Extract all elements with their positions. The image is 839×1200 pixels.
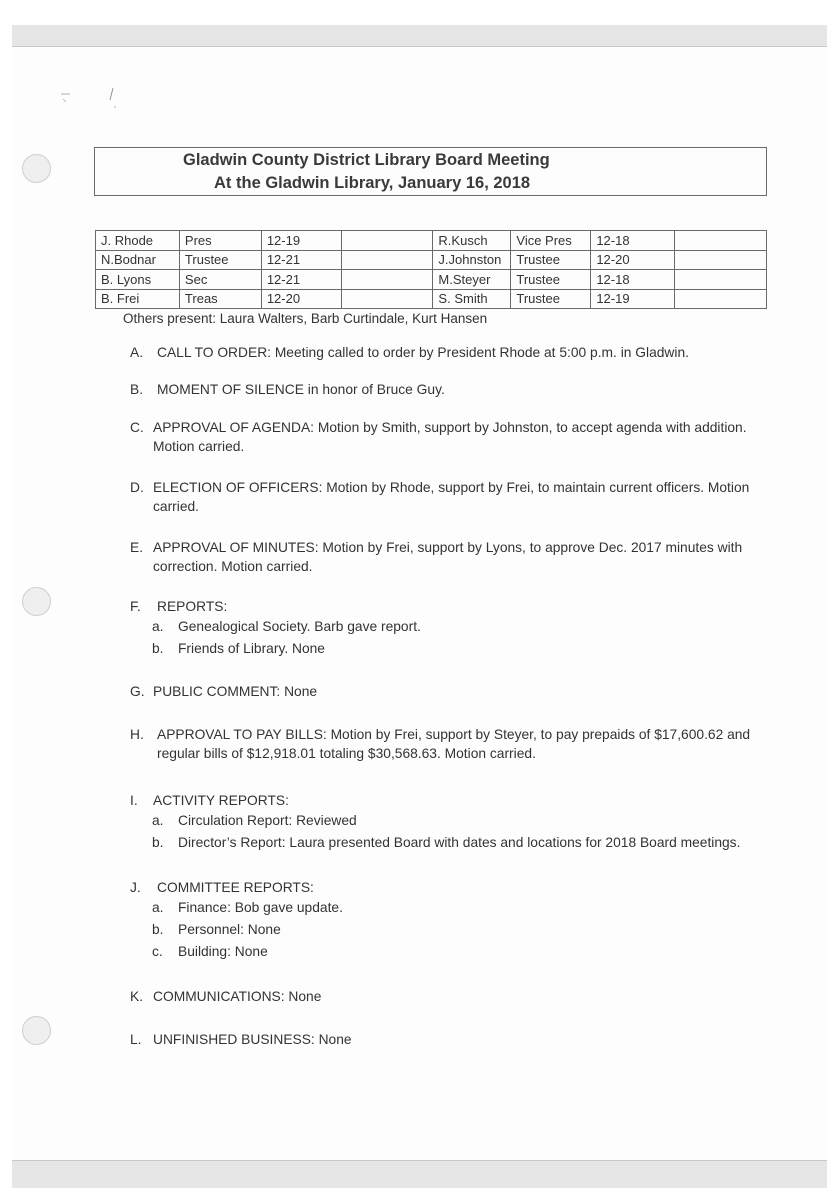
others-present: Others present: Laura Walters, Barb Curtindale, Kurt Hansen: [123, 311, 488, 326]
agenda-item-letter: K.: [130, 989, 144, 1004]
member-term: 12-21: [261, 250, 341, 270]
scan-edge-top: [12, 25, 827, 47]
agenda-subitem: [130, 638, 770, 660]
agenda-item-letter: B.: [130, 382, 144, 397]
agenda-item-letter: E.: [130, 540, 144, 555]
agenda-item: [130, 791, 770, 854]
member-note: [675, 289, 767, 309]
agenda-item-text: APPROVAL OF MINUTES: Motion by Frei, support by Lyons, to approve Dec. 2017 minutes with correction. Motion carried.: [153, 540, 743, 574]
member-note: [675, 250, 767, 270]
agenda-subitem: [130, 616, 770, 638]
agenda-subitem-letter: a.: [152, 813, 164, 828]
member-name: B. Lyons: [96, 270, 180, 290]
agenda-item-text: ACTIVITY REPORTS:: [153, 793, 289, 808]
agenda-subitem-letter: a.: [152, 619, 164, 634]
agenda-subitem-text: Circulation Report: Reviewed: [178, 813, 357, 828]
board-member-row: [96, 231, 767, 251]
document-subtitle: At the Gladwin Library, January 16, 2018: [214, 174, 531, 192]
agenda-subitem-text: Director’s Report: Laura presented Board with dates and locations for 2018 Board meetings.: [178, 835, 741, 850]
agenda-subitem-text: Genealogical Society. Barb gave report.: [178, 619, 421, 634]
agenda-item-letter: F.: [130, 599, 141, 614]
agenda-subitem-letter: b.: [152, 835, 164, 850]
agenda-subitem-text: Friends of Library. None: [178, 641, 325, 656]
agenda-item-text: COMMITTEE REPORTS:: [157, 880, 314, 895]
agenda-item: [130, 878, 770, 963]
member-note: [675, 231, 767, 251]
agenda-item-letter: A.: [130, 345, 144, 360]
member-role: Trustee: [511, 289, 591, 309]
board-member-row: [96, 250, 767, 270]
agenda-subitem-text: Personnel: None: [178, 922, 281, 937]
agenda-subitem-letter: b.: [152, 641, 164, 656]
member-name: B. Frei: [96, 289, 180, 309]
member-name: M.Steyer: [433, 270, 511, 290]
agenda-item-text: APPROVAL OF AGENDA: Motion by Smith, support by Johnston, to accept agenda with addition. Motion carried.: [153, 420, 747, 454]
member-term: 12-21: [261, 270, 341, 290]
member-note: [341, 270, 433, 290]
agenda-subitem: [130, 919, 770, 941]
member-name: J. Rhode: [96, 231, 180, 251]
agenda-item-letter: J.: [130, 880, 141, 895]
member-role: Treas: [179, 289, 261, 309]
member-term: 12-18: [591, 231, 675, 251]
member-note: [341, 289, 433, 309]
member-role: Sec: [179, 270, 261, 290]
agenda-item: [130, 987, 770, 1006]
member-role: Vice Pres: [511, 231, 591, 251]
agenda-item-text: APPROVAL TO PAY BILLS: Motion by Frei, support by Steyer, to pay prepaids of $17,600.62 and regular bills of $12,918.01 totaling $30,568.63. Motion carried.: [157, 727, 751, 761]
agenda-item-text: ELECTION OF OFFICERS: Motion by Rhode, support by Frei, to maintain current officers. Motion carried.: [153, 480, 750, 514]
punch-hole-icon: [22, 154, 51, 183]
document-title: Gladwin County District Library Board Meeting: [183, 151, 550, 169]
member-role: Trustee: [179, 250, 261, 270]
member-name: N.Bodnar: [96, 250, 180, 270]
agenda-item: [130, 597, 770, 660]
agenda-item: [130, 478, 770, 516]
board-members-table: [95, 230, 767, 309]
member-term: 12-20: [591, 250, 675, 270]
board-member-row: [96, 289, 767, 309]
agenda-item-text: COMMUNICATIONS: None: [153, 989, 322, 1004]
agenda-item-letter: I.: [130, 793, 138, 808]
member-note: [675, 270, 767, 290]
agenda-subitem: [130, 941, 770, 963]
agenda-item: [130, 725, 770, 763]
member-role: Trustee: [511, 250, 591, 270]
agenda-item: [130, 343, 770, 362]
agenda-item: [130, 380, 770, 399]
punch-hole-icon: [22, 1016, 51, 1045]
agenda-item-letter: H.: [130, 727, 144, 742]
agenda-item: [130, 1030, 770, 1049]
document-title-box: [94, 147, 767, 196]
agenda-item-letter: D.: [130, 480, 144, 495]
member-role: Pres: [179, 231, 261, 251]
member-term: 12-19: [591, 289, 675, 309]
agenda-subitem-letter: b.: [152, 922, 164, 937]
agenda-subitem-text: Building: None: [178, 944, 268, 959]
agenda-subitem: [130, 832, 770, 854]
member-term: 12-20: [261, 289, 341, 309]
member-name: R.Kusch: [433, 231, 511, 251]
agenda-subitem: [130, 810, 770, 832]
agenda-item-text: REPORTS:: [157, 599, 228, 614]
member-term: 12-19: [261, 231, 341, 251]
agenda-item: [130, 538, 770, 576]
agenda-item-text: UNFINISHED BUSINESS: None: [153, 1032, 352, 1047]
agenda-item: [130, 418, 770, 456]
agenda-subitem-text: Finance: Bob gave update.: [178, 900, 343, 915]
agenda-subitem-letter: a.: [152, 900, 164, 915]
stray-pen-marks: [58, 86, 128, 116]
agenda-item: [130, 682, 770, 701]
member-term: 12-18: [591, 270, 675, 290]
member-role: Trustee: [511, 270, 591, 290]
punch-hole-icon: [22, 587, 51, 616]
member-name: J.Johnston: [433, 250, 511, 270]
agenda-subitem: [130, 897, 770, 919]
agenda-item-letter: G.: [130, 684, 145, 699]
agenda-item-text: CALL TO ORDER: Meeting called to order by President Rhode at 5:00 p.m. in Gladwin.: [157, 345, 689, 360]
member-note: [341, 250, 433, 270]
agenda-item-text: MOMENT OF SILENCE in honor of Bruce Guy.: [157, 382, 445, 397]
member-name: S. Smith: [433, 289, 511, 309]
agenda-subitem-letter: c.: [152, 944, 163, 959]
board-member-row: [96, 270, 767, 290]
agenda-item-text: PUBLIC COMMENT: None: [153, 684, 318, 699]
agenda-item-letter: C.: [130, 420, 144, 435]
scan-edge-bottom: [12, 1160, 827, 1188]
agenda-item-letter: L.: [130, 1032, 142, 1047]
member-note: [341, 231, 433, 251]
